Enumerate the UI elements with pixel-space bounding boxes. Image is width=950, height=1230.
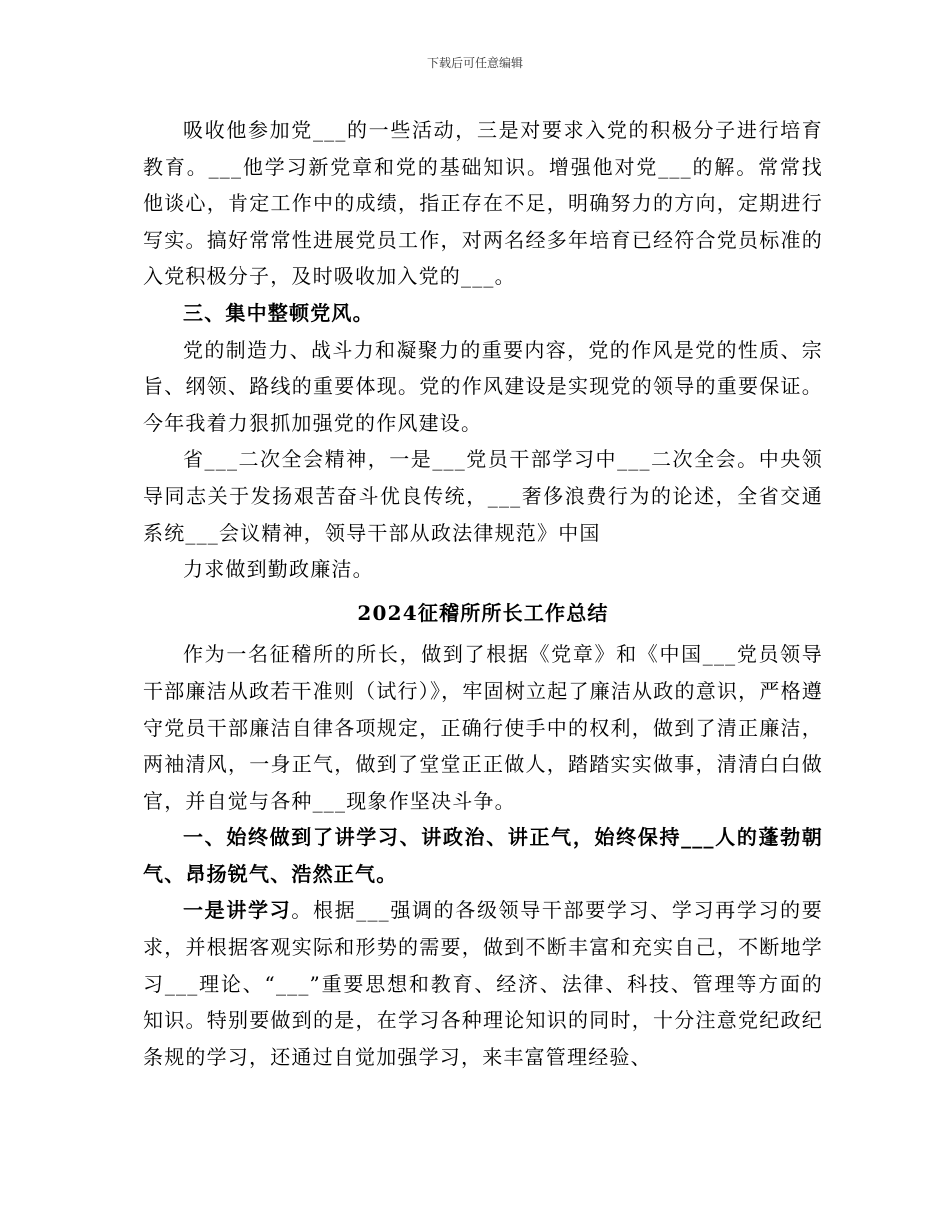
paragraph-2: 党的制造力、战斗力和凝聚力的重要内容，党的作风是党的性质、宗旨、纲领、路线的重要体现。党的作风建设是实现党的领导的重要保证。今年我着力狠抓加强党的作风建设。: [143, 337, 823, 435]
paragraph-5: 作为一名征稽所的所长，做到了根据《党章》和《中国___党员领导干部廉洁从政若干准则（试行）》，牢固树立起了廉洁从政的意识，严格遵守党员干部廉洁自律各项规定，正确行使手中的权利，做到了清正廉洁，两袖清风，一身正气，做到了堂堂正正做人，踏踏实实做事，清清白白做官，并自觉与各种___现象作坚决斗争。: [143, 642, 823, 813]
paragraph-1: 吸收他参加党___的一些活动，三是对要求入党的积极分子进行培育教育。___他学习新党章和党的基础知识。增强他对党___的解。常常找他谈心，肯定工作中的成绩，指正存在不足，明确努力的方向，定期进行写实。搞好常常性进展党员工作，对两名经多年培育已经符合党员标准的入党积极分子，及时吸收加入党的___。: [143, 118, 823, 289]
section-heading-1: 一、始终做到了讲学习、讲政治、讲正气，始终保持___人的蓬勃朝气、昂扬锐气、浩然正气。: [143, 825, 823, 886]
document-title: 2024征稽所所长工作总结: [357, 600, 609, 625]
paragraph-6-lead: 一是讲学习: [183, 898, 292, 923]
section-heading-3: 三、集中整顿党风。: [183, 300, 374, 325]
page-header: 下载后可任意编辑: [426, 56, 523, 70]
paragraph-4: 力求做到勤政廉洁。: [183, 557, 374, 582]
paragraph-6: [143, 892, 823, 1075]
paragraph-6-text: 。根据___强调的各级领导干部要学习、学习再学习的要求，并根据客观实际和形势的需要，做到不断丰富和充实自己，不断地学习___理论、“___”重要思想和教育、经济、法律、科技、管理等方面的知识。特别要做到的是，在学习各种理论知识的同时，十分注意党纪政纪条规的学习，还通过自觉加强学习，来丰富管理经验、: [143, 898, 824, 1069]
document-body: [143, 112, 823, 1075]
paragraph-3: 省___二次全会精神，一是___党员干部学习中___二次全会。中央领导同志关于发扬艰苦奋斗优良传统，___奢侈浪费行为的论述，全省交通系统___会议精神，领导干部从政法律规范》中国: [143, 447, 823, 545]
